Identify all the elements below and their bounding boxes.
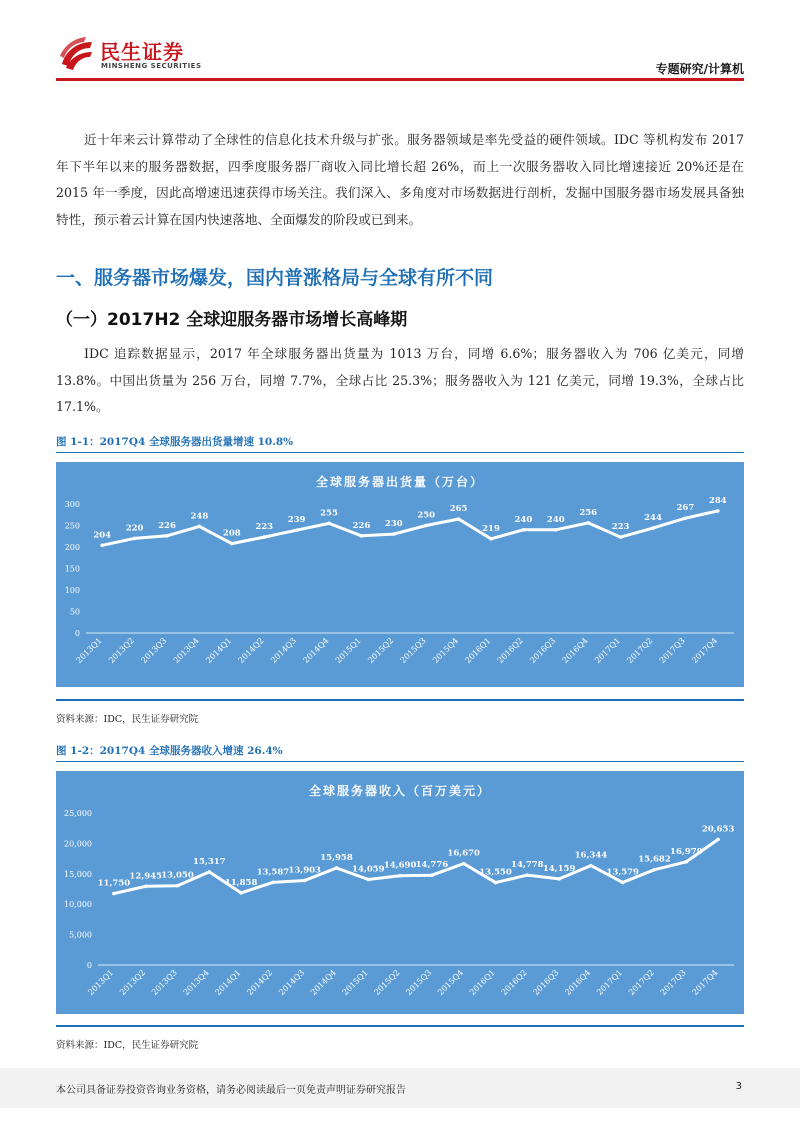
- data-point: [494, 881, 498, 885]
- data-point: [230, 542, 234, 546]
- y-tick-label: 100: [64, 586, 80, 595]
- chart-shipments: [56, 462, 744, 687]
- x-tick-label: 2015Q2: [372, 968, 402, 998]
- data-label: 248: [190, 511, 209, 522]
- data-point: [262, 535, 266, 539]
- data-point: [239, 891, 243, 895]
- data-label: 13,050: [161, 870, 194, 881]
- data-point: [522, 528, 526, 532]
- x-tick-label: 2013Q1: [86, 968, 116, 998]
- y-tick-label: 250: [64, 521, 80, 531]
- y-tick-label: 50: [69, 607, 80, 617]
- data-point: [398, 874, 402, 878]
- y-tick-label: 20,000: [64, 839, 92, 849]
- data-point: [621, 881, 625, 885]
- page-header: [56, 32, 744, 78]
- footer-disclaimer: 本公司具备证券投资咨询业务资格，请务必阅读最后一页免责声明证券研究报告: [56, 1085, 406, 1096]
- x-tick-label: 2017Q3: [657, 636, 687, 666]
- x-tick-label: 2014Q3: [277, 968, 307, 998]
- data-point: [457, 517, 461, 521]
- data-label: 12,945: [129, 871, 162, 882]
- subsection-heading: （一）2017H2 全球迎服务器市场增长高峰期: [56, 310, 408, 330]
- x-tick-label: 2017Q1: [595, 968, 625, 998]
- data-label: 256: [579, 507, 598, 518]
- company-logo: [56, 32, 206, 76]
- data-point: [619, 535, 623, 539]
- figure1-caption: 图 1-1：2017Q4 全球服务器出货量增速 10.8%: [56, 436, 294, 448]
- y-tick-label: 200: [64, 543, 80, 552]
- intro-paragraph: 近十年来云计算带动了全球性的信息化技术升级与扩张。服务器领域是率先受益的硬件领域。IDC 等机构发布 2017 年下半年以来的服务器数据，四季度服务器厂商收入同比增长超 26%，而上一次服务器收入同比增速接近 20%还是在 2015 年一季度，因此高增速迅速获得市场关注。我们深入、多角度对市场数据进行剖析，发掘中国服务器市场发展具备独特性，预示着云计算在国内快速落地、全面爆发的阶段或已到来。: [56, 132, 744, 227]
- data-label: 13,587: [256, 867, 290, 878]
- page-number: 3: [735, 1081, 742, 1092]
- data-label: 265: [449, 504, 468, 515]
- data-label: 240: [546, 514, 565, 525]
- data-point: [392, 532, 396, 536]
- data-label: 219: [482, 523, 500, 534]
- data-label: 208: [222, 528, 241, 539]
- data-label: 255: [320, 508, 338, 519]
- data-point: [303, 879, 307, 883]
- data-label: 15,317: [193, 856, 226, 867]
- x-tick-label: 2013Q3: [139, 636, 169, 666]
- x-tick-label: 2013Q2: [118, 968, 148, 998]
- report-type: 专题研究/计算机: [655, 62, 744, 76]
- data-label: 15,682: [638, 854, 671, 865]
- x-tick-label: 2016Q1: [463, 636, 493, 666]
- data-label: 223: [611, 522, 630, 533]
- data-point: [651, 526, 655, 530]
- section-heading: 一、服务器市场爆发，国内普涨格局与全球有所不同: [56, 267, 494, 289]
- chart-title: 全球服务器出货量（万台）: [315, 475, 485, 489]
- x-tick-label: 2013Q3: [149, 968, 179, 998]
- x-tick-label: 2014Q4: [301, 636, 331, 666]
- data-label: 223: [255, 522, 274, 533]
- figure2-caption: 图 1-2：2017Q4 全球服务器收入增速 26.4%: [56, 745, 283, 757]
- x-tick-label: 2015Q3: [404, 968, 434, 998]
- data-point: [367, 878, 371, 882]
- figure1-source: 资料来源：IDC，民生证券研究院: [56, 714, 199, 725]
- y-tick-label: 150: [64, 564, 80, 574]
- data-point: [335, 866, 339, 870]
- data-point: [176, 884, 180, 888]
- x-tick-label: 2017Q4: [690, 636, 720, 666]
- x-tick-label: 2017Q3: [658, 968, 688, 998]
- data-point: [716, 838, 720, 842]
- x-tick-label: 2013Q4: [181, 968, 211, 998]
- x-tick-label: 2014Q2: [236, 636, 266, 666]
- data-point: [430, 873, 434, 877]
- x-tick-label: 2017Q2: [625, 636, 655, 666]
- data-point: [716, 509, 720, 513]
- x-tick-label: 2014Q1: [204, 636, 234, 666]
- data-point: [208, 870, 212, 874]
- y-tick-label: 300: [64, 500, 80, 509]
- data-point: [526, 873, 530, 877]
- data-point: [589, 864, 593, 868]
- x-tick-label: 2013Q4: [171, 636, 201, 666]
- data-point: [424, 524, 428, 528]
- data-point: [271, 881, 275, 885]
- x-tick-label: 2016Q3: [528, 636, 558, 666]
- data-label: 15,958: [320, 852, 353, 863]
- data-point: [165, 534, 169, 538]
- data-point: [557, 877, 561, 881]
- figure1-bottom-rule: [56, 699, 744, 701]
- x-tick-label: 2017Q4: [690, 968, 720, 998]
- data-label: 204: [93, 530, 112, 541]
- figure2-bottom-rule: [56, 1025, 744, 1027]
- data-point: [295, 528, 299, 532]
- data-label: 226: [158, 520, 176, 531]
- x-tick-label: 2016Q4: [560, 636, 590, 666]
- data-point: [133, 537, 137, 541]
- data-point: [653, 868, 657, 872]
- data-label: 250: [417, 510, 436, 521]
- chart-revenue: [56, 771, 744, 1014]
- logo-name: 民生证券: [100, 40, 184, 64]
- data-label: 267: [676, 503, 695, 514]
- data-point: [554, 528, 558, 532]
- y-tick-label: 15,000: [64, 869, 92, 879]
- data-label: 13,579: [606, 867, 639, 878]
- data-label: 14,776: [415, 860, 449, 871]
- data-label: 244: [644, 513, 662, 524]
- data-point: [112, 892, 116, 896]
- data-label: 220: [125, 523, 144, 534]
- chart-title: 全球服务器收入（百万美元）: [308, 784, 492, 798]
- y-tick-label: 0: [86, 961, 92, 970]
- data-label: 11,750: [97, 878, 131, 889]
- y-tick-label: 0: [74, 629, 80, 638]
- x-tick-label: 2015Q3: [398, 636, 428, 666]
- figure2-source: 资料来源：IDC，民生证券研究院: [56, 1040, 199, 1051]
- logo-mark-icon: [56, 34, 96, 74]
- x-tick-label: 2015Q4: [436, 968, 466, 998]
- data-label: 226: [352, 520, 371, 531]
- data-label: 13,550: [479, 867, 512, 878]
- x-tick-label: 2014Q2: [245, 968, 275, 998]
- data-label: 11,858: [224, 877, 258, 888]
- data-point: [586, 521, 590, 525]
- data-label: 16,670: [447, 848, 480, 859]
- data-paragraph: IDC 追踪数据显示，2017 年全球服务器出货量为 1013 万台，同增 6.6%；服务器收入为 706 亿美元，同增 13.8%。中国出货量为 256 万台，同增 7.7%，全球占比 25.3%；服务器收入为 121 亿美元，同增 19.3%，全球占比 17.1%。: [56, 346, 744, 414]
- data-point: [144, 884, 148, 888]
- x-tick-label: 2016Q3: [531, 968, 561, 998]
- x-tick-label: 2014Q4: [308, 968, 338, 998]
- header-divider: [56, 78, 744, 81]
- data-label: 284: [708, 495, 727, 506]
- figure2-top-rule: [56, 761, 744, 762]
- y-tick-label: 5,000: [69, 930, 92, 940]
- x-tick-label: 2015Q1: [333, 636, 363, 666]
- x-tick-label: 2015Q2: [366, 636, 396, 666]
- data-point: [462, 862, 466, 866]
- data-point: [327, 522, 331, 526]
- data-point: [684, 516, 688, 520]
- data-label: 14,778: [511, 860, 544, 871]
- x-tick-label: 2016Q2: [499, 968, 529, 998]
- data-label: 240: [514, 514, 533, 525]
- x-tick-label: 2014Q3: [269, 636, 299, 666]
- x-tick-label: 2013Q1: [74, 636, 104, 666]
- y-tick-label: 25,000: [64, 809, 92, 818]
- logo-subtitle: MINSHENG SECURITIES: [101, 62, 202, 70]
- x-tick-label: 2014Q1: [213, 968, 243, 998]
- page-footer: [0, 1068, 800, 1108]
- x-tick-label: 2016Q2: [495, 636, 525, 666]
- data-label: 230: [384, 519, 403, 530]
- y-tick-label: 10,000: [64, 900, 92, 910]
- chart-shipments-svg: [56, 462, 744, 687]
- data-label: 20,653: [701, 824, 735, 835]
- x-tick-label: 2016Q1: [467, 968, 497, 998]
- x-tick-label: 2017Q1: [593, 636, 623, 666]
- data-label: 14,159: [542, 863, 576, 874]
- data-label: 14,690: [383, 860, 417, 871]
- figure1-top-rule: [56, 452, 744, 453]
- x-tick-label: 2015Q4: [431, 636, 461, 666]
- x-tick-label: 2016Q4: [563, 968, 593, 998]
- data-label: 13,903: [288, 865, 321, 876]
- x-tick-label: 2013Q2: [107, 636, 137, 666]
- x-tick-label: 2017Q2: [626, 968, 656, 998]
- data-point: [685, 860, 689, 864]
- x-tick-label: 2015Q1: [340, 968, 370, 998]
- data-point: [489, 537, 493, 541]
- data-point: [198, 525, 202, 529]
- data-label: 14,059: [352, 864, 385, 875]
- data-label: 16,979: [670, 846, 703, 857]
- data-label: 239: [287, 515, 306, 526]
- data-point: [360, 534, 364, 538]
- data-label: 16,344: [574, 850, 608, 861]
- chart-revenue-svg: [56, 771, 744, 1014]
- data-point: [100, 543, 104, 547]
